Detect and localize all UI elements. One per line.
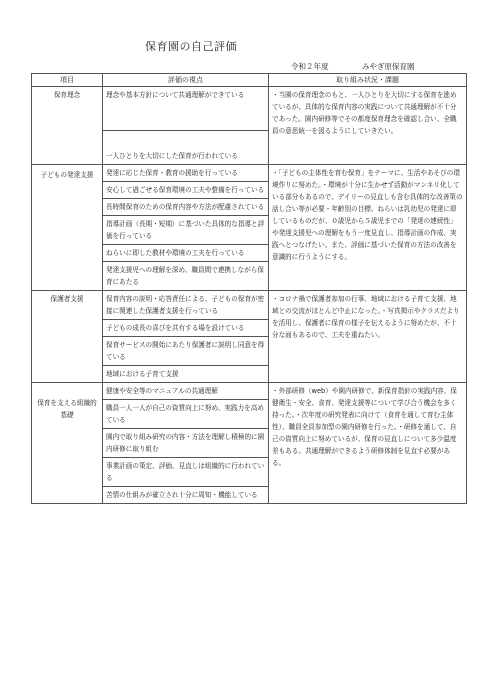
section-item-organization: 保育を支える組織的基礎 <box>32 383 103 504</box>
viewpoint-cell: 保育内容の説明・応答責任による、子どもの保育が密接に関連した保護者支援を行っている <box>103 291 269 320</box>
viewpoint-cell: 長時間保育のための保育内容や方法が配慮されている <box>103 199 269 216</box>
column-header-item: 項目 <box>32 74 103 87</box>
viewpoint-cell: ねらいに即した教材や環境の工夫を行っている <box>103 245 269 262</box>
viewpoint-cell: 発達に応じた保育・教育の援助を行っている <box>103 165 269 182</box>
viewpoint-cell: 事業計画の策定、評価、見直しは組織的に行われている <box>103 458 269 487</box>
table-row <box>32 383 467 400</box>
column-header-viewpoint: 評価の視点 <box>103 74 269 87</box>
viewpoint-cell: 発達支援児への理解を深め、職員間で連携しながら保育にあたる <box>103 262 269 291</box>
table-row <box>32 291 467 320</box>
section-item-parent-support: 保護者支援 <box>32 291 103 383</box>
status-cell: ・「子どもの主体性を育む保育」をテーマに、生活やあそびの環境作りに努めた。・環境が十分に生かせず活動がマンネリ化している部分もあるので、デイリーの見直しも含む具体的な改善策の話し合い等が必要・年齢別の目標、ねらいは乳幼児の発達に即しているものだが、０歳児から５歳児までの「発達の連続性」や発達支援児への理解をもう一度見直し、指導計画の作成、実践へとつなげたい。また、評価に基づいた保育の方法の改善を意識的に行うようにする。 <box>269 165 467 291</box>
column-header-status: 取り組み状況・課題 <box>269 74 467 87</box>
viewpoint-cell: 地域における子育て支援 <box>103 366 269 383</box>
evaluation-table <box>31 73 467 504</box>
viewpoint-cell: 子どもの成長の喜びを共有する場を設けている <box>103 320 269 337</box>
section-item-development: 子どもの発達支援 <box>32 165 103 291</box>
table-row <box>32 165 467 182</box>
fiscal-year: 令和２年度 <box>291 62 329 71</box>
viewpoint-cell: 園内で取り組み研究の内容・方法を理解し積極的に園内研修に取り組む <box>103 429 269 458</box>
viewpoint-cell: 職員一人一人が自己の資質向上に努め、実践力を高めている <box>103 400 269 429</box>
table-row <box>32 87 467 131</box>
viewpoint-cell: 健康や安全等のマニュアルの共通理解 <box>103 383 269 400</box>
page-title: 保育園の自己評価 <box>145 40 237 53</box>
status-cell: ・当園の保育理念のもと、一人ひとりを大切にする保育を進めているが、具体的な保育内容の実践について共通理解が不十分であった。園内研修等でその都度保育理念を確認し合い、全職員の意思統一を図るようにしていきたい。 <box>269 87 467 165</box>
viewpoint-cell: 保育サービスの開始にあたり保護者に説明し同意を得ている <box>103 337 269 366</box>
viewpoint-cell: 理念や基本方針について共通理解ができている <box>103 87 269 131</box>
viewpoint-cell: 安心して過ごせる保育環境の工夫や整備を行っている <box>103 182 269 199</box>
header-row <box>32 74 467 87</box>
school-name: みやぎ原保育園 <box>362 62 415 71</box>
viewpoint-cell: 一人ひとりを大切にした保育が行われている <box>103 131 269 165</box>
viewpoint-cell: 指導計画（長期・短期）に基づいた具体的な指導と評価を行っている <box>103 216 269 245</box>
status-cell: ・外部研修（web）や園内研修で、新保育指針の実践内容、保健衛生・安全、食育、発達支援等について学び合う機会を多く持った。・次年度の研究発表に向けて（食育を通して育む主体性）、職員全員参加型の園内研修を行った。・研修を通して、自己の資質向上に努めているが、保育の見直しについて多少温度差もある。共通理解ができるよう研修体制を見直す必要がある。 <box>269 383 467 504</box>
status-cell: ・コロナ禍で保護者参加の行事、地域における子育て支援、地域との交流がほとんど中止になった。・写真掲示やクラスだよりを活用し、保護者に保育の様子を伝えるように努めたが、不十分な面もあるので、工夫を重ねたい。 <box>269 291 467 383</box>
section-item-philosophy: 保育理念 <box>32 87 103 165</box>
viewpoint-cell: 苦情の仕組みが確立され十分に周知・機能している <box>103 487 269 504</box>
